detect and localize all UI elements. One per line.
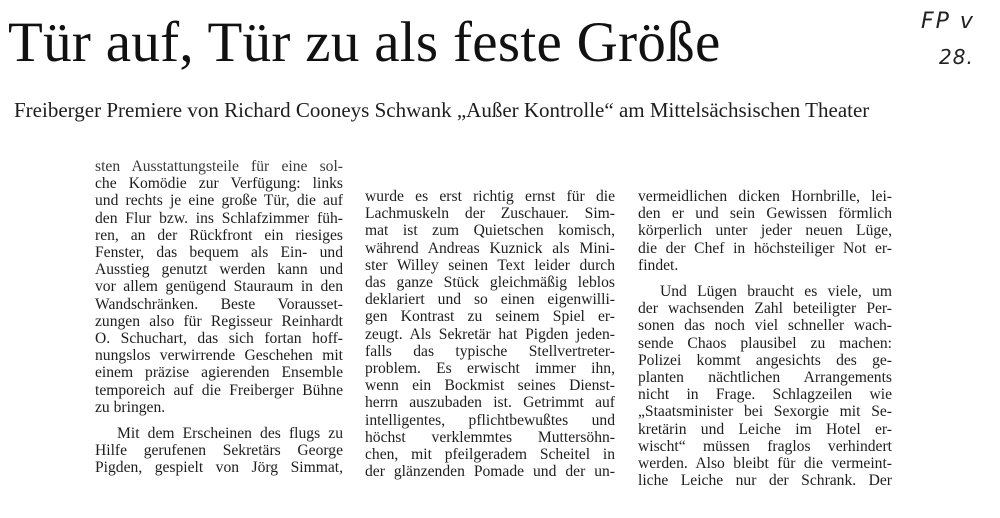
- column-line: problem. Es erwischt immer ihn,: [365, 360, 615, 378]
- column-line: deklariert und so einen eigenwilli-: [365, 291, 615, 309]
- column-line: zu bringen.: [95, 398, 166, 416]
- article-column-3: [638, 188, 892, 489]
- column-line: gen Kontrast zu seinem Spiel er-: [365, 308, 615, 326]
- column-line: wurde es erst richtig ernst für die: [365, 188, 615, 205]
- column-line: intelligentes, pflichtbewußtes und: [365, 411, 615, 429]
- column-line: kretärin und Leiche im Hotel er-: [638, 420, 892, 438]
- column-line: höchst verklemmtes Muttersöhn-: [365, 428, 615, 446]
- handwritten-date: 28.: [939, 45, 974, 69]
- column-line: sende Chaos plausibel zu machen:: [638, 334, 892, 352]
- column-line: chen, mit pfeilgeradem Scheitel in: [365, 446, 615, 464]
- column-line: Lachmuskeln der Zuschauer. Sim-: [365, 205, 615, 223]
- column-line: die der Chef in höchsteiliger Not er-: [638, 239, 892, 257]
- column-line: Polizei kommt angesichts des ge-: [638, 351, 892, 369]
- column-line: ren, an der Rückfront ein riesiges: [95, 226, 343, 244]
- column-line: che Komödie zur Verfügung: links: [95, 175, 343, 193]
- column-line: einem präzise agierenden Ensemble: [95, 364, 343, 382]
- column-line: Wandschränken. Beste Vorausset-: [95, 295, 343, 313]
- column-line: nicht in Frage. Schlagzeilen wie: [638, 386, 892, 404]
- column-line: „Staatsminister bei Sexorgie mit Se-: [638, 403, 892, 421]
- column-line: zungen also für Regisseur Reinhardt: [95, 312, 343, 330]
- article-column-2: [365, 188, 615, 480]
- column-line: werden. Also bleibt für die vermeint-: [638, 455, 892, 473]
- column-line: herrn auszubaden ist. Getrimmt auf: [365, 394, 615, 412]
- column-line: wischt“ müssen fraglos verhindert: [638, 437, 892, 455]
- column-line: der glänzenden Pomade und der un-: [365, 463, 615, 481]
- article-subheadline: Freiberger Premiere von Richard Cooneys Schwank „Außer Kontrolle“ am Mittelsächsischen Theater: [14, 98, 870, 122]
- paragraph-gap: [95, 416, 343, 425]
- column-line: wenn ein Bockmist seines Dienst-: [365, 377, 615, 395]
- column-line: vermeidlichen dicken Hornbrille, lei-: [638, 188, 892, 205]
- column-line: nungslos verwirrende Geschehen mit: [95, 347, 343, 365]
- column-line: während Andreas Kuznick als Mini-: [365, 239, 615, 257]
- column-line: Hilfe gerufenen Sekretärs George: [95, 442, 343, 460]
- column-line: sonen das noch viel schneller wach-: [638, 317, 892, 335]
- column-line: das ganze Stück gleichmäßig leblos: [365, 274, 615, 292]
- handwritten-note: [917, 7, 997, 77]
- column-line: den er und sein Gewissen förmlich: [638, 205, 892, 223]
- column-line: körperlich unter jeder neuen Lüge,: [638, 222, 892, 240]
- column-line: Mit dem Erscheinen des flugs zu: [117, 425, 343, 443]
- article-headline: Tür auf, Tür zu als feste Größe: [8, 11, 721, 74]
- column-line: Pigden, gespielt von Jörg Simmat,: [95, 459, 343, 477]
- column-line: Und Lügen braucht es viele, um: [660, 283, 892, 301]
- column-line: und rechts je eine große Tür, die auf: [95, 192, 343, 210]
- column-line: O. Schuchart, das sich fortan hoff-: [95, 330, 343, 348]
- column-line: sten Ausstattungsteile für eine sol-: [95, 158, 343, 175]
- article-column-1: [95, 158, 343, 477]
- column-line: planten nächtlichen Arrangements: [638, 369, 892, 387]
- column-line: ster Willey seinen Text leider durch: [365, 256, 615, 274]
- column-line: findet.: [638, 256, 679, 274]
- column-line: temporeich auf die Freiberger Bühne: [95, 381, 343, 399]
- column-line: Ausstieg genutzt werden kann und: [95, 261, 343, 279]
- column-line: mat ist zum Quietschen komisch,: [365, 222, 615, 240]
- column-line: den Flur bzw. ins Schlafzimmer füh-: [95, 209, 343, 227]
- column-line: liche Leiche nur der Schrank. Der: [638, 472, 892, 490]
- column-line: falls das typische Stellvertreter-: [365, 342, 615, 360]
- column-line: Fenster, das bequem als Ein- und: [95, 244, 343, 262]
- column-line: der wachsenden Zahl beteiligter Per-: [638, 300, 892, 318]
- column-line: vor allem genügend Stauraum in den: [95, 278, 343, 296]
- column-line: zeugt. Als Sekretär hat Pigden jeden-: [365, 325, 615, 343]
- handwritten-source: FP v: [921, 9, 975, 34]
- paragraph-gap: [638, 274, 892, 283]
